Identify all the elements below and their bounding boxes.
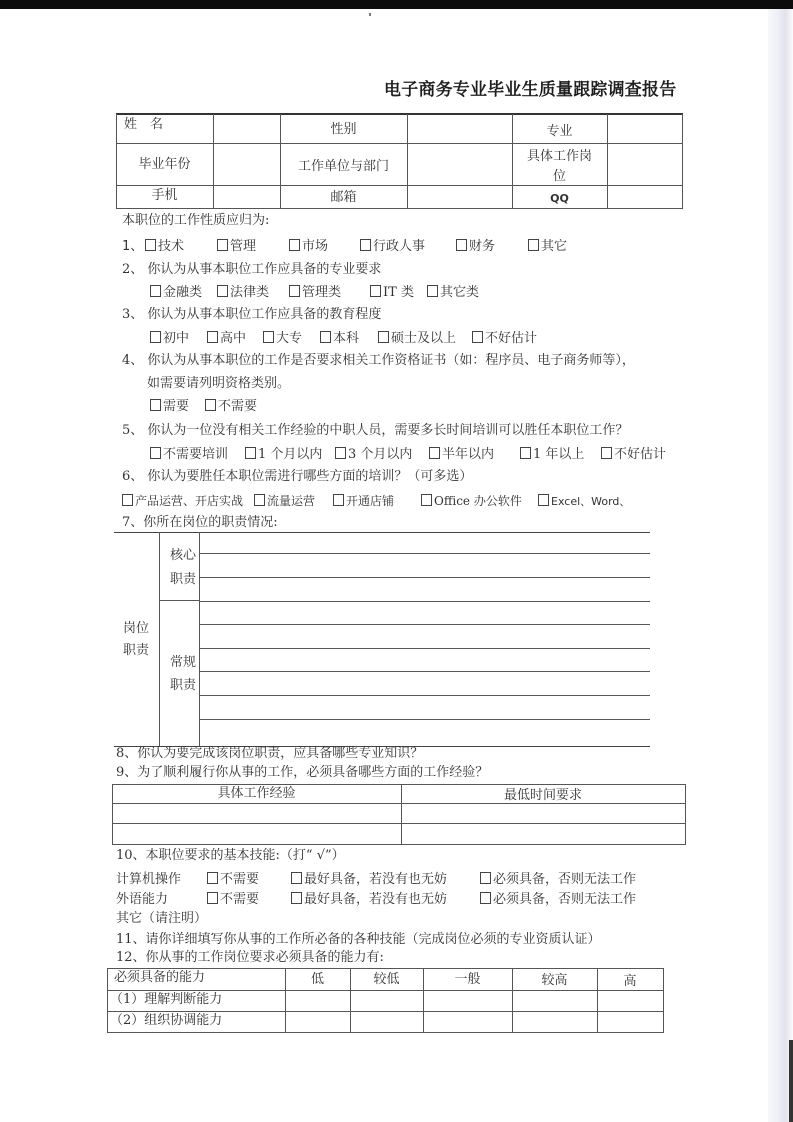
rating-cell[interactable]	[351, 991, 423, 1011]
label-employer: 工作单位与部门	[297, 159, 389, 174]
q5-option[interactable]: 不好估计	[601, 447, 666, 463]
checkbox-icon[interactable]	[601, 447, 612, 459]
q3-option[interactable]: 本科	[320, 331, 359, 347]
checkbox-icon[interactable]	[289, 239, 300, 251]
table-border	[107, 1032, 664, 1033]
col-header-ability: 必须具备的能力	[114, 970, 206, 985]
checkbox-icon[interactable]	[207, 872, 218, 884]
q10-option[interactable]: 最好具备，若没有也无妨	[291, 892, 447, 908]
checkbox-icon[interactable]	[145, 239, 156, 251]
q12-text: 12、你从事的工作岗位要求必须具备的能力有:	[116, 950, 384, 965]
rating-cell[interactable]	[424, 1012, 512, 1032]
q2-option[interactable]: 金融类	[150, 285, 202, 301]
write-line[interactable]	[199, 624, 650, 625]
skill-label-computer: 计算机操作	[116, 872, 182, 887]
routine-duties-label: 常规	[170, 655, 197, 670]
label-qq: QQ	[550, 192, 569, 205]
q7-text: 7、你所在岗位的职责情况:	[122, 515, 278, 530]
scan-top-border	[0, 0, 793, 9]
label-phone: 手机	[151, 188, 178, 203]
table-border	[663, 968, 664, 1033]
checkbox-icon[interactable]	[520, 447, 531, 459]
label-major: 专业	[546, 124, 573, 139]
employer-field[interactable]	[408, 144, 512, 185]
q5-option[interactable]: 不需要培训	[150, 447, 228, 463]
checkbox-icon[interactable]	[207, 331, 218, 343]
checkbox-icon[interactable]	[150, 285, 161, 297]
write-line[interactable]	[199, 695, 650, 696]
skill-label-language: 外语能力	[116, 892, 169, 907]
write-line[interactable]	[199, 648, 650, 649]
name-field[interactable]	[214, 115, 280, 143]
experience-field[interactable]	[113, 824, 401, 844]
qq-field[interactable]	[608, 186, 682, 208]
grid-line	[114, 532, 650, 533]
checkbox-icon[interactable]	[217, 285, 228, 297]
q4-option[interactable]: 不需要	[205, 399, 257, 415]
checkbox-icon[interactable]	[335, 447, 346, 459]
checkbox-icon[interactable]	[150, 447, 161, 459]
checkbox-icon[interactable]	[370, 285, 381, 297]
q1-option[interactable]: 技术	[145, 239, 184, 255]
q1-option[interactable]: 其它	[528, 239, 567, 255]
q3-option[interactable]: 初中	[150, 331, 189, 347]
q5-text: 5、 你认为一位没有相关工作经验的中职人员，需要多长时间培训可以胜任本职位工作？	[122, 423, 629, 438]
rating-cell[interactable]	[513, 991, 597, 1011]
write-line[interactable]	[199, 671, 650, 672]
q1-option[interactable]: 行政人事	[360, 239, 425, 255]
table-border	[685, 784, 686, 845]
checkbox-icon[interactable]	[429, 447, 440, 459]
checkbox-icon[interactable]	[150, 331, 161, 343]
q5-option[interactable]: 1 个月以内	[245, 447, 322, 463]
checkbox-icon[interactable]	[245, 447, 256, 459]
rating-cell[interactable]	[424, 991, 512, 1011]
q6-option[interactable]: 开通店铺	[333, 493, 394, 509]
col-header-low: 低	[310, 972, 324, 987]
core-duties-label-cont: 职责	[170, 572, 197, 587]
checkbox-icon[interactable]	[320, 331, 331, 343]
q9-text: 9、为了顺利履行你从事的工作，必须具备哪些方面的工作经验？	[116, 765, 489, 780]
write-line[interactable]	[199, 601, 650, 602]
q1-option[interactable]: 财务	[456, 239, 495, 255]
q10-option[interactable]: 不需要	[207, 872, 259, 888]
q6-text: 6、 你认为要胜任本职位需进行哪些方面的培训？（可多选）	[122, 469, 473, 484]
q6-option[interactable]: 产品运营、开店实战	[122, 493, 243, 509]
q10-option[interactable]: 必须具备，否则无法工作	[480, 872, 636, 888]
q10-option[interactable]: 不需要	[207, 892, 259, 908]
checkbox-icon[interactable]	[263, 331, 274, 343]
core-duties-label: 核心	[170, 548, 197, 563]
rating-cell[interactable]	[286, 991, 350, 1011]
grid-line	[159, 600, 199, 601]
checkbox-icon[interactable]	[528, 239, 539, 251]
document-title: 电子商务专业毕业生质量跟踪调查报告	[384, 80, 677, 100]
checkbox-icon[interactable]	[421, 494, 432, 506]
ability-row-label: （2）组织协调能力	[110, 1013, 223, 1028]
table-border	[116, 113, 683, 115]
q3-option[interactable]: 不好估计	[472, 331, 537, 347]
label-name: 姓 名	[124, 117, 164, 132]
table-border	[116, 143, 683, 144]
major-field[interactable]	[608, 115, 682, 143]
scan-right-edge-dark	[789, 1040, 793, 1122]
label-position: 具体工作岗	[526, 149, 592, 164]
q3-option[interactable]: 硕士及以上	[378, 331, 456, 347]
scan-speck	[369, 13, 371, 16]
experience-field[interactable]	[113, 804, 401, 823]
grad-year-field[interactable]	[214, 144, 280, 185]
q11-text: 11、请你详细填写你从事的工作所必备的各种技能（完成岗位必须的专业资质认证）	[116, 932, 601, 947]
q2-text: 2、 你认为从事本职位工作应具备的专业要求	[122, 262, 382, 277]
write-line[interactable]	[199, 719, 650, 720]
checkbox-icon[interactable]	[427, 285, 438, 297]
table-border	[116, 208, 683, 209]
rating-cell[interactable]	[286, 1012, 350, 1032]
gender-field[interactable]	[408, 115, 512, 143]
col-header-lower: 较低	[373, 972, 400, 987]
checkbox-icon[interactable]	[480, 872, 491, 884]
min-time-field[interactable]	[402, 824, 685, 844]
checkbox-icon[interactable]	[291, 892, 302, 904]
checkbox-icon[interactable]	[122, 494, 133, 506]
checkbox-icon[interactable]	[150, 399, 161, 411]
checkbox-icon[interactable]	[480, 892, 491, 904]
q1-option[interactable]: 市场	[289, 239, 328, 255]
rating-cell[interactable]	[598, 991, 663, 1011]
table-border	[112, 844, 685, 845]
checkbox-icon[interactable]	[254, 494, 265, 506]
duties-label: 岗位	[123, 621, 150, 636]
col-header-high: 高	[623, 974, 637, 989]
question-intro: 本职位的工作性质应归为:	[122, 213, 270, 228]
scan-right-edge	[768, 9, 793, 1122]
label-gender: 性别	[330, 122, 357, 137]
grid-line	[159, 532, 160, 747]
ability-row-label: （1）理解判断能力	[110, 992, 223, 1007]
checkbox-icon[interactable]	[472, 331, 483, 343]
checkbox-icon[interactable]	[378, 331, 389, 343]
checkbox-icon[interactable]	[207, 892, 218, 904]
q8-text: 8、你认为要完成该岗位职责，应具备哪些专业知识？	[116, 746, 424, 761]
rating-cell[interactable]	[513, 1012, 597, 1032]
q3-option[interactable]: 大专	[263, 331, 302, 347]
q5-option[interactable]: 半年以内	[429, 447, 494, 463]
q6-option[interactable]: Office 办公软件	[421, 493, 522, 509]
q3-option[interactable]: 高中	[207, 331, 246, 347]
q2-option[interactable]: 法律类	[217, 285, 269, 301]
grid-line	[199, 532, 200, 747]
q6-option[interactable]: Excel、Word、	[538, 494, 630, 510]
checkbox-icon[interactable]	[538, 494, 549, 506]
q6-option[interactable]: 流量运营	[254, 493, 315, 509]
q10-text: 10、本职位要求的基本技能:（打“ √”）	[116, 848, 345, 863]
q1-number: 1、	[122, 239, 144, 254]
position-field[interactable]	[608, 144, 682, 185]
duties-label-cont: 职责	[123, 643, 150, 658]
q10-option[interactable]: 最好具备，若没有也无妨	[291, 872, 447, 888]
checkbox-icon[interactable]	[456, 239, 467, 251]
q2-option[interactable]: 管理类	[289, 285, 341, 301]
label-position-cont: 位	[552, 169, 566, 184]
checkbox-icon[interactable]	[333, 494, 344, 506]
write-line[interactable]	[199, 577, 650, 578]
table-border	[107, 968, 108, 1033]
phone-field[interactable]	[214, 186, 280, 208]
q4-option[interactable]: 需要	[150, 399, 189, 415]
checkbox-icon[interactable]	[217, 239, 228, 251]
q2-option[interactable]: IT 类	[370, 285, 414, 301]
label-grad-year: 毕业年份	[138, 157, 191, 172]
rating-cell[interactable]	[351, 1012, 423, 1032]
q2-option[interactable]: 其它类	[427, 285, 479, 301]
col-header-higher: 较高	[541, 973, 568, 988]
rating-cell[interactable]	[598, 1012, 663, 1032]
label-email: 邮箱	[330, 190, 357, 205]
q4-text-cont: 如需要请列明资格类别。	[147, 376, 291, 391]
q3-text: 3、 你认为从事本职位工作应具备的教育程度	[122, 307, 382, 322]
checkbox-icon[interactable]	[291, 872, 302, 884]
col-header-experience: 具体工作经验	[217, 786, 296, 801]
min-time-field[interactable]	[402, 804, 685, 823]
q5-option[interactable]: 1 年以上	[520, 447, 584, 463]
q5-option[interactable]: 3 个月以内	[335, 447, 412, 463]
q1-option[interactable]: 管理	[217, 239, 256, 255]
routine-duties-label-cont: 职责	[170, 678, 197, 693]
q4-text: 4、 你认为从事本职位的工作是否要求相关工作资格证书（如：程序员、电子商务师等），	[122, 353, 635, 368]
write-line[interactable]	[199, 553, 650, 554]
col-header-min-time: 最低时间要求	[503, 788, 582, 803]
table-border	[682, 114, 683, 209]
skill-label-other: 其它（请注明）	[116, 911, 208, 926]
checkbox-icon[interactable]	[205, 399, 216, 411]
col-header-average: 一般	[454, 972, 481, 987]
checkbox-icon[interactable]	[289, 285, 300, 297]
table-border	[116, 185, 683, 186]
q10-option[interactable]: 必须具备，否则无法工作	[480, 892, 636, 908]
table-border	[107, 968, 664, 969]
email-field[interactable]	[408, 186, 512, 208]
checkbox-icon[interactable]	[360, 239, 371, 251]
